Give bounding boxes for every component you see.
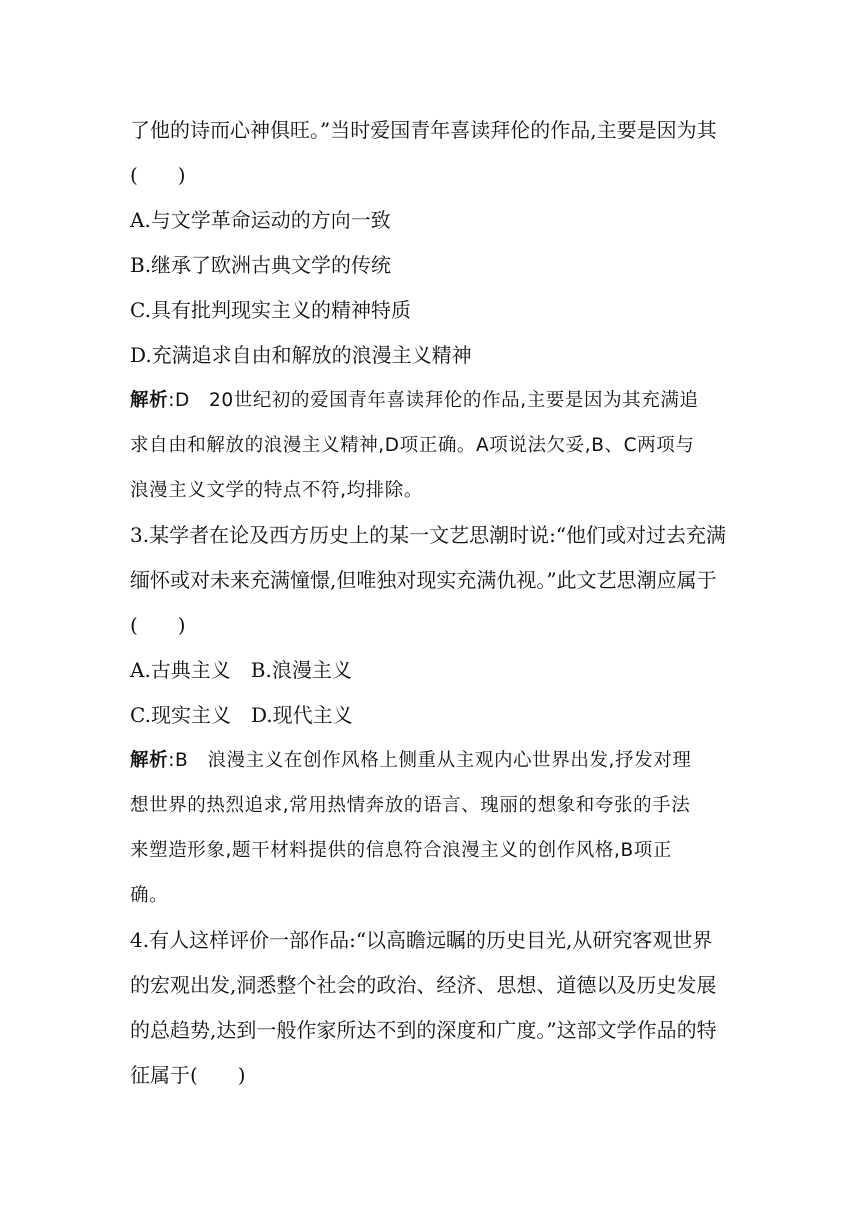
analysis-first-line xyxy=(130,738,730,783)
analysis-label: 解析 xyxy=(130,750,169,771)
analysis-text: 想世界的热烈追求,常用热情奔放的语言、瑰丽的想象和夸张的手法 xyxy=(130,795,691,816)
answer-blank: ( ) xyxy=(130,163,186,187)
analysis-block xyxy=(130,738,730,918)
analysis-text: 浪漫主义在创作风格上侧重从主观内心世界出发,抒发对理 xyxy=(207,750,692,771)
analysis-text: 来塑造形象,题干材料提供的信息符合浪漫主义的创作风格,B项正 xyxy=(130,840,672,861)
analysis-block xyxy=(130,378,730,513)
analysis-answer: :D xyxy=(168,390,209,411)
analysis-text: 确。 xyxy=(130,885,169,906)
question-stem-line: 的宏观出发,洞悉整个社会的政治、经济、思想、道德以及历史发展 xyxy=(130,973,717,997)
question-2 xyxy=(130,108,730,513)
analysis-text: 20世纪初的爱国青年喜读拜伦的作品,主要是因为其充满追 xyxy=(208,390,699,411)
document-page xyxy=(130,108,730,1098)
options-line: C.现实主义 D.现代主义 xyxy=(130,703,353,727)
question-stem-line: 4.有人这样评价一部作品:“以高瞻远瞩的历史目光,从研究客观世界 xyxy=(130,928,713,952)
option-d: D.充满追求自由和解放的浪漫主义精神 xyxy=(130,343,472,367)
analysis-text: 求自由和解放的浪漫主义精神,D项正确。A项说法欠妥,B、C两项与 xyxy=(130,435,695,456)
option-a: A.与文学革命运动的方向一致 xyxy=(130,208,391,232)
question-stem-line: 征属于( ) xyxy=(130,1063,246,1087)
option-c: C.具有批判现实主义的精神特质 xyxy=(130,298,411,322)
options-line: A.古典主义 B.浪漫主义 xyxy=(130,658,352,682)
analysis-label: 解析 xyxy=(130,390,169,411)
question-4 xyxy=(130,918,730,1098)
analysis-answer: :B xyxy=(168,750,208,771)
analysis-first-line xyxy=(130,378,730,423)
answer-blank: ( ) xyxy=(130,613,186,637)
question-stem-line: 缅怀或对未来充满憧憬,但唯独对现实充满仇视。”此文艺思潮应属于 xyxy=(130,568,717,592)
option-b: B.继承了欧洲古典文学的传统 xyxy=(130,253,392,277)
question-stem-line: 的总趋势,达到一般作家所达不到的深度和广度。”这部文学作品的特 xyxy=(130,1018,717,1042)
question-stem-line: 了他的诗而心神俱旺。”当时爱国青年喜读拜伦的作品,主要是因为其 xyxy=(130,118,717,142)
question-stem-line: 3.某学者在论及西方历史上的某一文艺思潮时说:“他们或对过去充满 xyxy=(130,523,727,547)
analysis-text: 浪漫主义文学的特点不符,均排除。 xyxy=(130,480,423,501)
question-3 xyxy=(130,513,730,918)
